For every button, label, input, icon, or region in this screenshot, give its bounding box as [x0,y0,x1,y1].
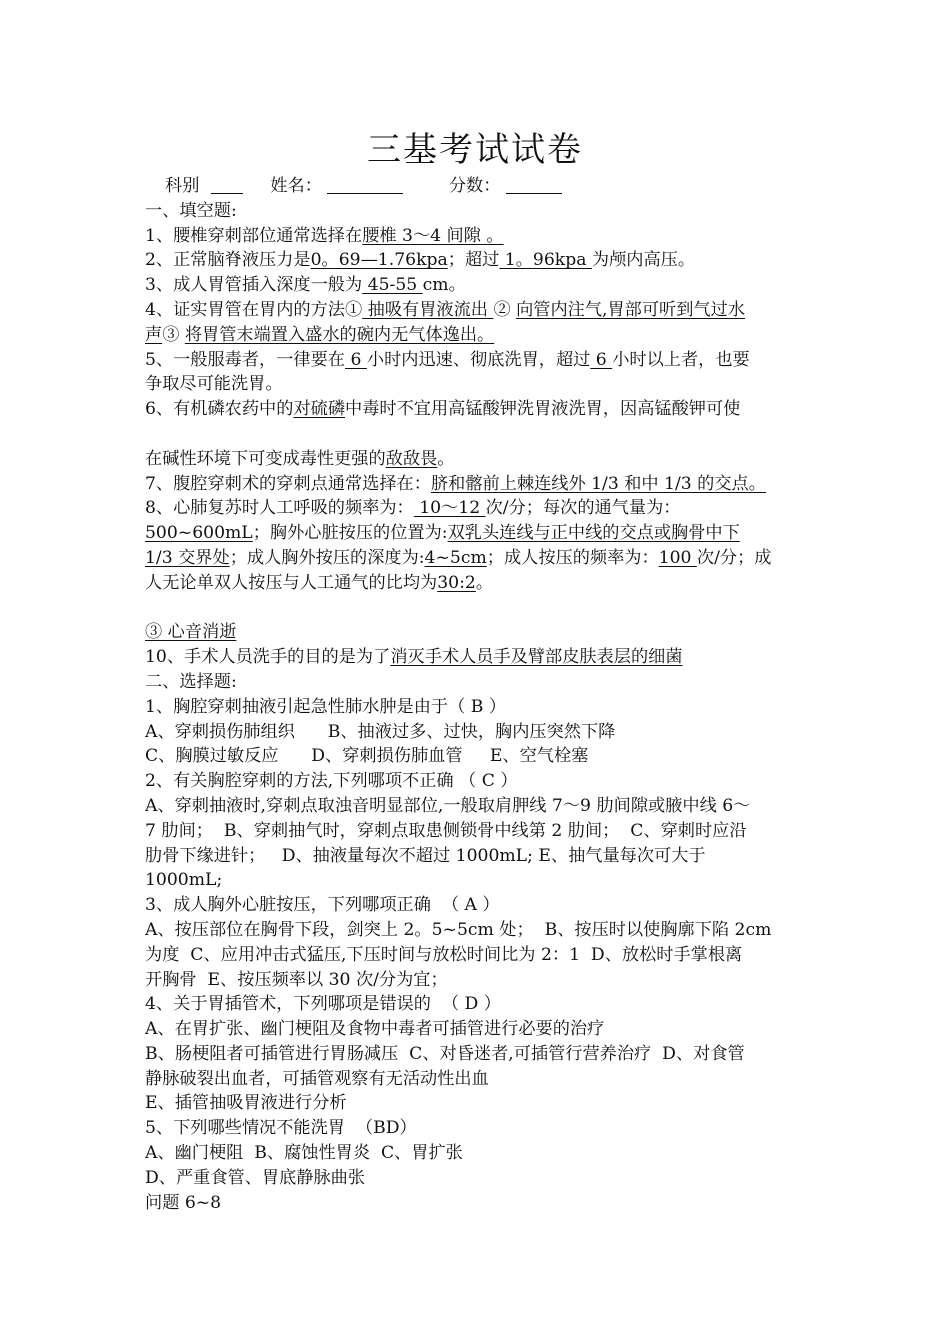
fill-q6-line1 [145,397,808,422]
q10-text: 10、手术人员洗手的目的是为了 [145,647,391,668]
choice-q1-options-1: A、穿刺损伤肺组织 B、抽液过多、过快，胸内压突然下降 [145,721,616,742]
q5-answer-1: 6 [345,349,367,370]
q6-text-2: 中毒时不宜用高锰酸钾洗胃液洗胃，因高锰酸钾可使 [345,399,741,420]
fill-q6-line2 [145,422,808,447]
choice-q4-options-3: 静脉破裂出血者，可插管观察有无活动性出血 [145,1068,489,1089]
choice-q2-options-1: A、穿刺抽液时,穿刺点取浊音明显部位,一般取肩胛线 7～9 肋间隙或腋中线 6～ [145,795,751,816]
q4-marker-2: ② [493,299,517,320]
q3-text: 3、成人胃管插入深度一般为 [145,275,363,296]
q8-text-2: 次/分；每次的通气量为： [485,498,681,519]
page-title: 三基考试试卷 [367,130,583,170]
choice-q2: 2、有关胸腔穿刺的方法,下列哪项不正确 （ C ） [145,771,518,792]
choice-q4: 4、关于胃插管术，下列哪项是错误的 （ D ） [145,994,501,1015]
q7-text: 7、腹腔穿刺术的穿刺点通常选择在： [145,473,431,494]
choice-q5-options-2: D、严重食管、胃底静脉曲张 [145,1167,366,1188]
fill-q9-line1 [145,596,808,621]
section-fill-heading: 一、填空题: [145,200,237,221]
q8-answer-1: 10～12 [413,498,486,519]
choice-q2-options-4: 1000mL; [145,870,223,891]
q5-text: 5、一般服毒者，一律要在 [145,349,345,370]
fill-q4-line2 [145,323,808,348]
q6-answer-4: 敌敌畏 [385,448,438,469]
fill-q8-line4 [145,571,808,596]
q5-text-mid: 小时内迅速、彻底洗胃，超过 [366,349,591,370]
q1-text: 1、腰椎穿刺部位通常选择在 [145,225,363,246]
q6-answer-1: 对硫磷 [293,399,346,420]
q4-marker-3: ③ [162,324,185,345]
q6-text-6: 在碱性环境下可变成毒性更强的 [145,448,386,469]
fill-q5-line1 [145,348,808,373]
choice-q2-options-3: 肋骨下缘进针； D、抽液量每次不超过 1000mL; E、抽气量每次可大于 [145,845,706,866]
fill-q1 [145,224,808,249]
q8-answer-4: 4~5cm [424,547,487,568]
q4-answer-2: 向管内注气,胃部可听到气过水 [516,299,745,320]
fill-q6-line3 [145,447,808,472]
q9-answer-3: ③ 心音消逝 [145,622,237,643]
fill-q10 [145,645,808,670]
q8-text-3: ；胸外心脏按压的位置为: [252,523,448,544]
q6-text-end: 。 [437,448,455,469]
fill-q8-line3 [145,546,808,571]
score-field[interactable] [506,175,562,194]
q1-answer: 腰椎 3～4 间隙 。 [362,225,504,246]
q8-answer-3-cont: 1/3 交界处 [145,547,230,568]
choice-q5: 5、下列哪些情况不能洗胃 （BD） [145,1118,417,1139]
q8-text-4: ；成人胸外按压的深度为: [229,547,425,568]
choice-q4-options-1: A、在胃扩张、幽门梗阻及食物中毒者可插管进行必要的治疗 [145,1019,605,1040]
q8-text-end: 。 [475,572,494,593]
q8-answer-6: 30:2 [437,572,476,593]
section-choice-heading: 二、选择题: [145,671,237,692]
choice-q1-options-2: C、胸膜过敏反应 D、穿刺损伤肺血管 E、空气栓塞 [145,746,589,767]
q4-answer-3: 将胃管末端置入盛水的碗内无气体逸出。 [184,324,495,345]
q10-answer: 消灭手术人员手及臂部皮肤表层的细菌 [390,647,683,668]
q5-text-end: 小时以上者，也要 [612,349,750,370]
fill-q5-line2: 争取尽可能洗胃。 [145,374,283,395]
q8-answer-2: 500~600mL [145,523,253,544]
q2-text-end: 为颅内高压。 [591,250,696,271]
q4-answer-2-cont: 声 [145,324,163,345]
q5-answer-2: 6 [590,349,613,370]
q2-answer-1: 0。69—1.76kpa [310,250,448,271]
q8-text-5: ；成人按压的频率为： [486,547,659,568]
exam-content [145,174,808,1215]
fill-q9-line2 [145,620,808,645]
q8-text-7: 人无论单双人按压与人工通气的比均为 [145,572,438,593]
choice-q4-options-2: B、肠梗阻者可插管进行胃肠减压 C、对昏迷者,可插管行营养治疗 D、对食管 [145,1043,745,1064]
choice-q3-options-1: A、按压部位在胸骨下段，剑突上 2。5~5cm 处； B、按压时以使胸廓下陷 2cm [145,919,772,940]
fill-q3 [145,273,808,298]
q3-answer: 45-55 [362,275,423,296]
q6-text: 6、有机磷农药中的 [145,399,294,420]
choice-q2-options-2: 7 肋间； B、穿刺抽气时，穿刺点取患侧锁骨中线第 2 肋间； C、穿刺时应沿 [145,820,747,841]
q7-answer: 脐和髂前上棘连线外 1/3 和中 1/3 的交点。 [430,473,766,494]
q2-text-mid: ；超过 [447,250,500,271]
name-label: 姓名： [270,176,322,196]
q4-answer-1: 抽吸有胃液流出 [362,299,494,320]
choice-q3: 3、成人胸外心脏按压，下列哪项正确 （ A ） [145,895,500,916]
footer-note: 问题 6~8 [145,1192,222,1213]
choice-q3-options-3: 开胸骨 E、按压频率以 30 次/分为宜； [145,969,448,990]
score-label: 分数： [448,176,501,196]
fill-q8-line2 [145,521,808,546]
choice-q4-options-4: E、插管抽吸胃液进行分析 [145,1093,347,1114]
choice-q5-options-1: A、幽门梗阻 B、腐蚀性胃炎 C、胃扩张 [145,1143,463,1164]
fill-q2 [145,248,808,273]
q8-text-6: 次/分；成 [696,547,772,568]
choice-q1: 1、胸腔穿刺抽液引起急性肺水肿是由于（ B ） [145,696,507,717]
name-field[interactable] [327,175,403,194]
q4-text: 4、证实胃管在胃内的方法① [145,299,363,320]
fill-q8-line1 [145,496,808,521]
q3-text-end: cm。 [422,275,466,296]
fill-q4-line1 [145,298,808,323]
fill-q7 [145,472,808,497]
dept-label: 科别 [165,176,200,196]
dept-field[interactable] [211,175,243,194]
choice-q3-options-2: 为度 C、应用冲击式猛压,下压时间与放松时间比为 2：1 D、放松时手掌根离 [145,944,743,965]
q8-answer-5: 100 [658,547,697,568]
q2-answer-2: 1。96kpa [499,250,592,271]
q8-text: 8、心肺复苏时人工呼吸的频率为： [145,498,414,519]
header-fields [145,174,808,199]
q8-answer-3: 双乳头连线与正中线的交点或胸骨中下 [447,523,740,544]
q2-text: 2、正常脑脊液压力是 [145,250,311,271]
